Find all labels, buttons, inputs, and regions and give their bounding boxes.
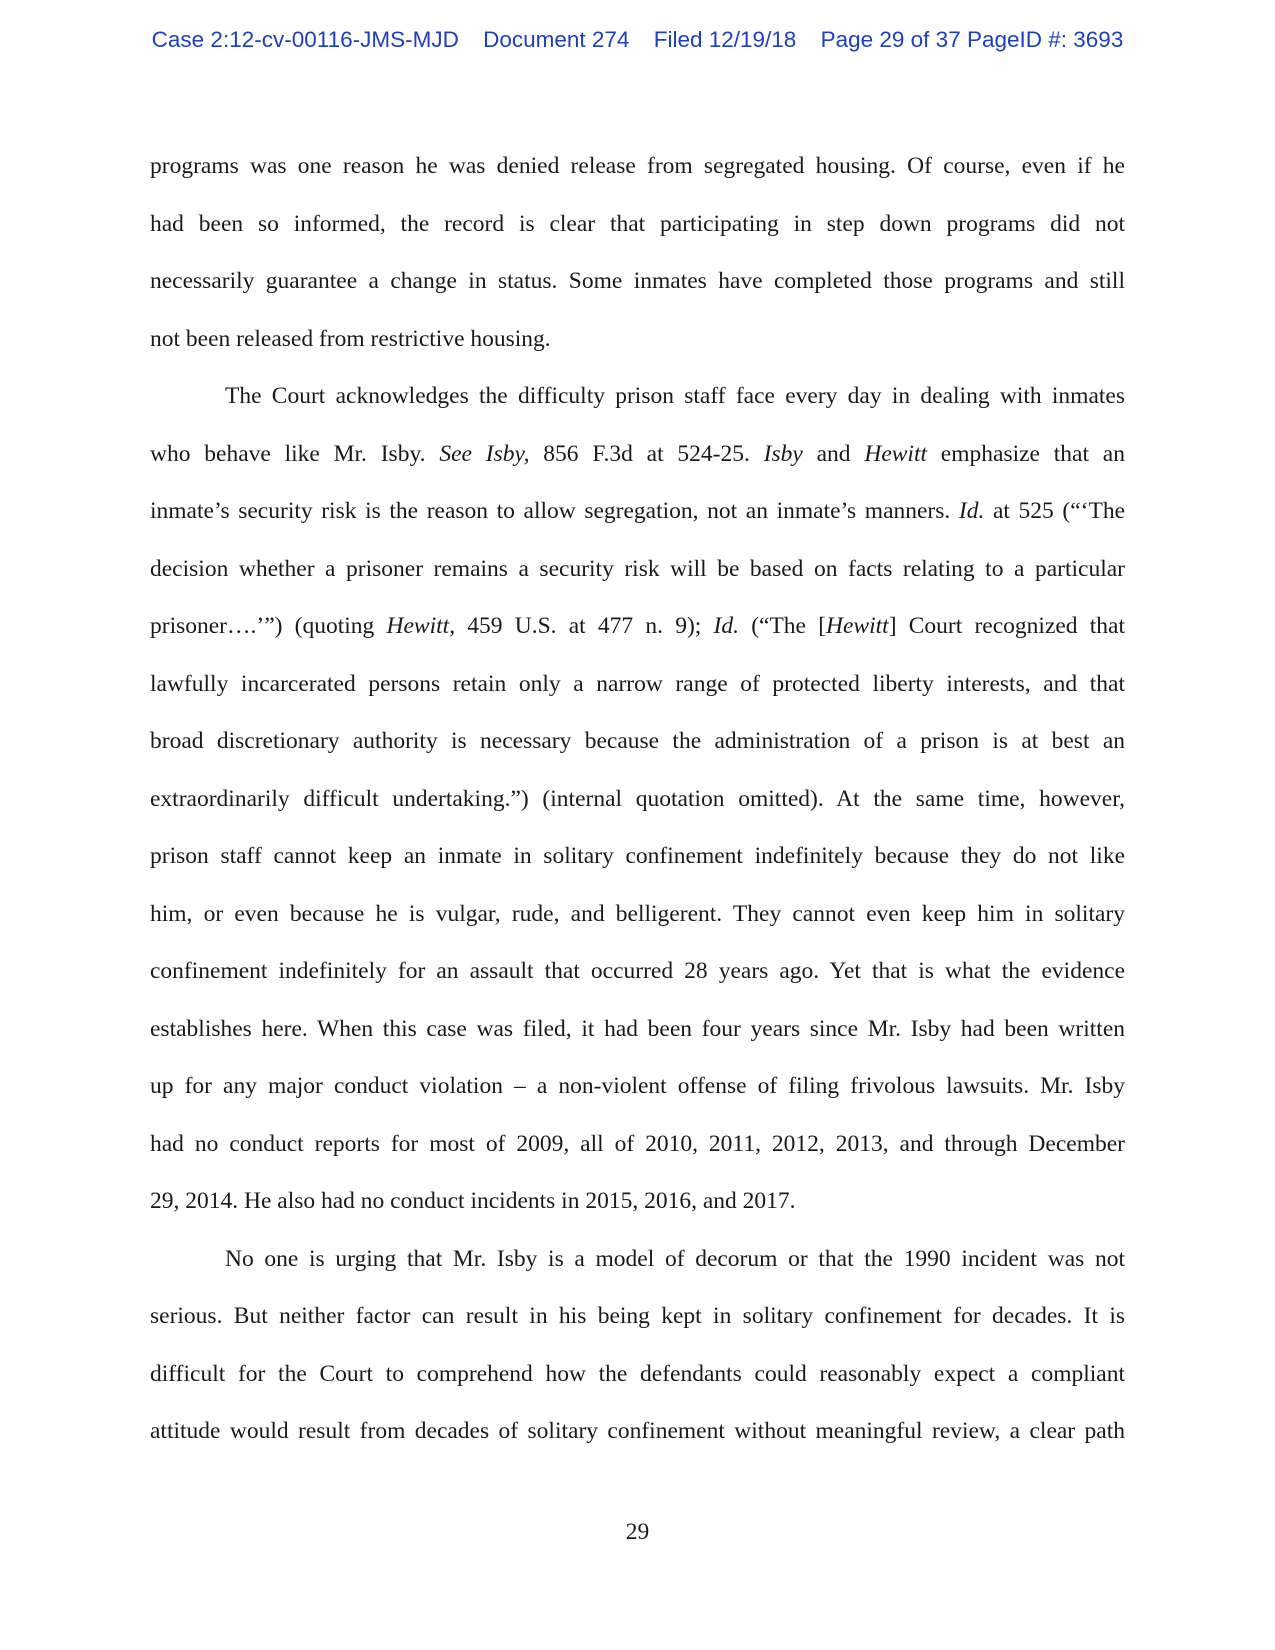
text-line: inmate’s security risk is the reason to allow segregation, not an inmate’s manners. Id. at 525 (“‘The xyxy=(150,498,1125,524)
text-line: confinement indefinitely for an assault that occurred 28 years ago. Yet that is what the evidence xyxy=(150,958,1125,984)
text-line: No one is urging that Mr. Isby is a model of decorum or that the 1990 incident was not xyxy=(225,1245,1125,1272)
text-line: attitude would result from decades of solitary confinement without meaningful review, a clear path xyxy=(150,1418,1125,1444)
text-line: lawfully incarcerated persons retain only a narrow range of protected liberty interests, and that xyxy=(150,670,1125,697)
document-number: Document 274 xyxy=(483,27,630,52)
text-line: had been so informed, the record is clear that participating in step down programs did not xyxy=(150,210,1125,237)
text-line: not been released from restrictive housing. xyxy=(150,325,551,352)
case-number: Case 2:12-cv-00116-JMS-MJD xyxy=(151,27,459,52)
text-line: broad discretionary authority is necessary because the administration of a prison is at best an xyxy=(150,728,1125,754)
text-line: The Court acknowledges the difficulty prison staff face every day in dealing with inmates xyxy=(225,383,1125,409)
text-line: had no conduct reports for most of 2009, all of 2010, 2011, 2012, 2013, and through December xyxy=(150,1130,1125,1157)
case-citation: See Isby, xyxy=(439,440,530,467)
text-line: extraordinarily difficult undertaking.”) (internal quotation omitted). At the same time, however, xyxy=(150,785,1125,812)
case-header xyxy=(0,27,1275,53)
case-citation: Isby xyxy=(763,440,803,467)
text-line: necessarily guarantee a change in status. Some inmates have completed those programs and still xyxy=(150,268,1125,294)
case-citation: Id. xyxy=(713,613,739,639)
text-line: up for any major conduct violation – a non-violent offense of filing frivolous lawsuits. Mr. Isby xyxy=(150,1073,1125,1099)
filed-date: Filed 12/19/18 xyxy=(653,27,797,52)
case-citation: Hewitt xyxy=(864,440,928,467)
text-line: serious. But neither factor can result in his being kept in solitary confinement for decades. It is xyxy=(150,1303,1125,1329)
text-line: programs was one reason he was denied release from segregated housing. Of course, even if he xyxy=(150,153,1125,179)
text-line: prison staff cannot keep an inmate in solitary confinement indefinitely because they do not like xyxy=(150,843,1125,869)
text-line: 29, 2014. He also had no conduct incidents in 2015, 2016, and 2017. xyxy=(150,1188,796,1214)
case-citation: Hewitt, xyxy=(386,613,456,639)
text-line: decision whether a prisoner remains a security risk will be based on facts relating to a particular xyxy=(150,555,1125,582)
page-id: Page 29 of 37 PageID #: 3693 xyxy=(820,27,1124,52)
text-line: prisoner….’”) (quoting Hewitt, 459 U.S. at 477 n. 9); Id. (“The [Hewitt] Court recognized that xyxy=(150,613,1126,639)
case-citation: Hewitt xyxy=(826,613,889,639)
page-number: 29 xyxy=(625,1519,650,1545)
text-line: who behave like Mr. Isby. See Isby, 856 F.3d at 524-25. Isby and Hewitt emphasize that an xyxy=(150,440,1125,467)
text-line: establishes here. When this case was filed, it had been four years since Mr. Isby had been written xyxy=(150,1015,1125,1042)
opinion-body xyxy=(150,138,1125,1461)
case-citation: Id. xyxy=(958,498,985,524)
text-line: difficult for the Court to comprehend how the defendants could reasonably expect a compliant xyxy=(150,1360,1125,1387)
text-line: him, or even because he is vulgar, rude, and belligerent. They cannot even keep him in solitary xyxy=(150,900,1125,927)
